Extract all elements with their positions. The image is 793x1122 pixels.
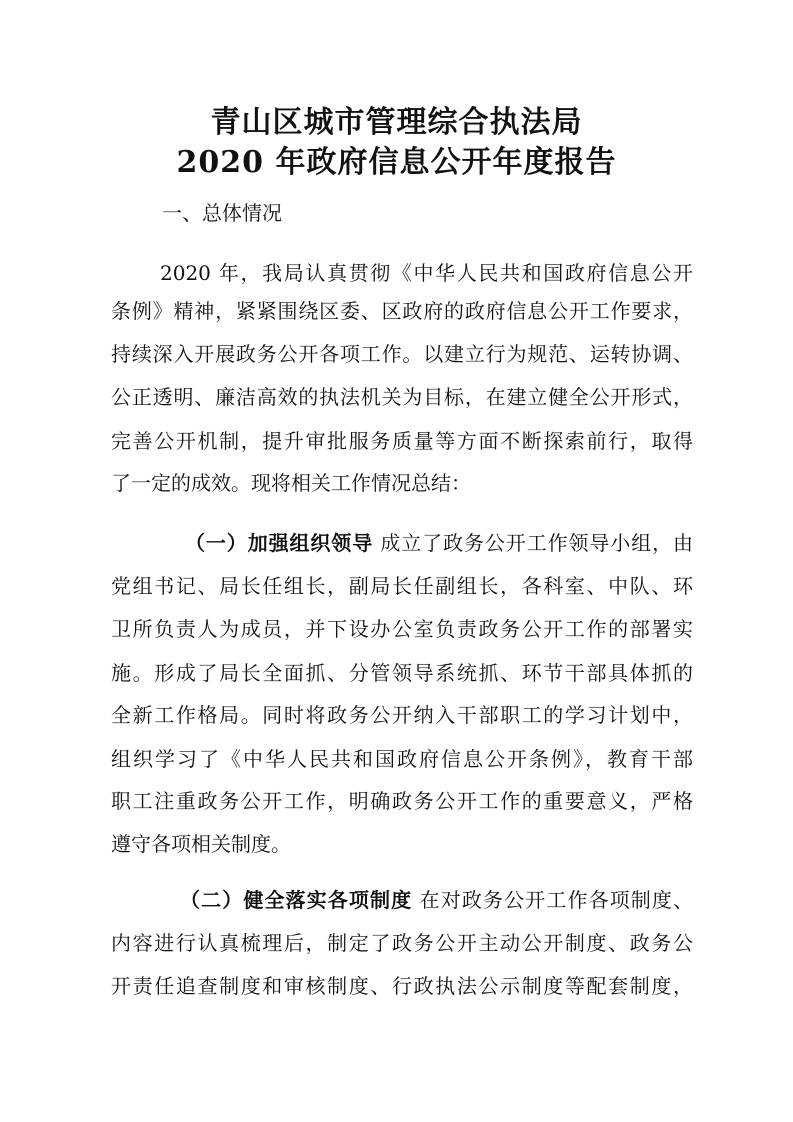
- paragraph-line: 卫所负责人为成员，并下设办公室负责政务公开工作的部署实: [111, 617, 693, 641]
- paragraph-line: 内容进行认真梳理后，制定了政务公开主动公开制度、政务公: [111, 931, 693, 955]
- paragraph-line: 开责任追查制度和审核制度、行政执法公示制度等配套制度，: [111, 974, 693, 998]
- paragraph-line: 完善公开机制，提升审批服务质量等方面不断探索前行，取得: [111, 429, 693, 453]
- paragraph-line: 条例》精神，紧紧围绕区委、区政府的政府信息公开工作要求，: [111, 299, 693, 323]
- document-title-line1: 青山区城市管理综合执法局: [210, 105, 583, 140]
- subsection-label: （二）健全落实各项制度: [180, 888, 413, 912]
- paragraph-line: 2020 年，我局认真贯彻《中华人民共和国政府信息公开: [160, 261, 693, 285]
- subsection-label: （一）加强组织领导: [185, 531, 374, 555]
- subsection-text: 成立了政务公开工作领导小组，由: [373, 531, 694, 555]
- subsection-text: 在对政务公开工作各项制度、: [412, 888, 694, 912]
- paragraph-line: 了一定的成效。现将相关工作情况总结：: [111, 471, 471, 495]
- subsection-first-line: [185, 530, 693, 556]
- paragraph-line: 持续深入开展政务公开各项工作。以建立行为规范、运转协调、: [111, 342, 693, 366]
- paragraph-line: 组织学习了《中华人民共和国政府信息公开条例》，教育干部: [111, 747, 693, 771]
- paragraph-line: 公正透明、廉洁高效的执法机关为目标，在建立健全公开形式，: [111, 385, 693, 409]
- subsection-first-line: [180, 887, 693, 913]
- paragraph-line: 职工注重政务公开工作，明确政务公开工作的重要意义，严格: [111, 789, 693, 813]
- document-title-line2: 2020 年政府信息公开年度报告: [176, 145, 617, 180]
- paragraph-line: 遵守各项相关制度。: [111, 832, 291, 856]
- section-heading: 一、总体情况: [162, 201, 282, 225]
- paragraph-line: 施。形成了局长全面抓、分管领导系统抓、环节干部具体抓的: [111, 661, 693, 685]
- paragraph-line: 全新工作格局。同时将政务公开纳入干部职工的学习计划中，: [111, 703, 693, 727]
- paragraph-line: 党组书记、局长任组长，副局长任副组长，各科室、中队、环: [111, 574, 693, 598]
